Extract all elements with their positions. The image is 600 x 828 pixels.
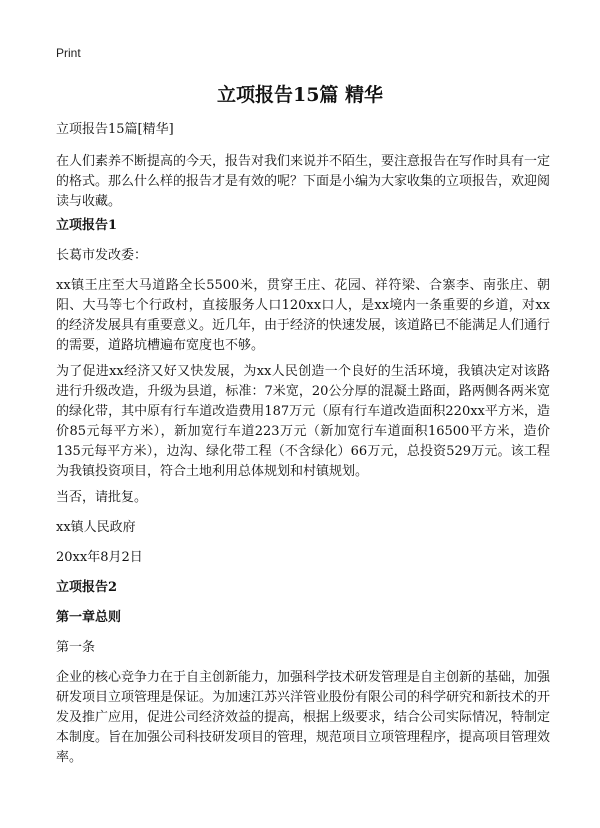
print-label[interactable]: Print (56, 46, 81, 60)
paragraph-3: 企业的核心竞争力在于自主创新能力，加强科学技术研发管理是自主创新的基础，加强研发项目立项管理是保证。为加速江苏兴洋管业股份有限公司的科学研究和新技术的开发及推广应用，促进公司经济效益的提高，根据上级要求，结合公司实际情况，特制定本制度。旨在加强公司科技研发项目的管理，规范项目立项管理程序，提高项目管理效率。 (56, 670, 551, 765)
page-title: 立项报告15篇 精华 (216, 84, 384, 106)
chapter-heading: 第一章总则 (56, 610, 122, 625)
closing-line: 当否，请批复。 (56, 490, 148, 505)
section-heading-2: 立项报告2 (56, 580, 118, 595)
section-heading-1: 立项报告1 (56, 218, 118, 233)
paragraph-1: xx镇王庄至大马道路全长5500米，贯穿王庄、花园、祥符梁、合寨李、南张庄、朝阳、大马等七个行政村，直接服务人口120xx口人，是xx境内一条重要的乡道，对xx的经济发展具有重要意义。近几年，由于经济的快速发展，该道路已不能满足人们通行的需要，道路坑槽遍布宽度也不够。 (56, 278, 551, 353)
signature: xx镇人民政府 (56, 520, 136, 535)
date: 20xx年8月2日 (56, 550, 143, 565)
article-label: 第一条 (56, 640, 96, 655)
paragraph-2: 为了促进xx经济又好又快发展，为xx人民创造一个良好的生活环境，我镇决定对该路进行升级改造，升级为县道，标准：7米宽，20公分厚的混凝土路面，路两侧各两米宽的绿化带，其中原有行车道改造费用187万元（原有行车道改造面积220xx平方米，造价85元每平方米），新加宽行车道223万元（新加宽行车道面积16500平方米，造价135元每平方米），边沟、绿化带工程（不含绿化）66万元，总投资529万元。该工程为我镇投资项目，符合土地利用总体规划和村镇规划。 (56, 364, 550, 479)
salutation: 长葛市发改委： (56, 248, 148, 263)
intro-paragraph: 在人们素养不断提高的今天，报告对我们来说并不陌生，要注意报告在写作时具有一定的格式。那么什么样的报告才是有效的呢？下面是小编为大家收集的立项报告，欢迎阅读与收藏。 (56, 154, 551, 209)
subtitle: 立项报告15篇[精华] (56, 122, 174, 137)
